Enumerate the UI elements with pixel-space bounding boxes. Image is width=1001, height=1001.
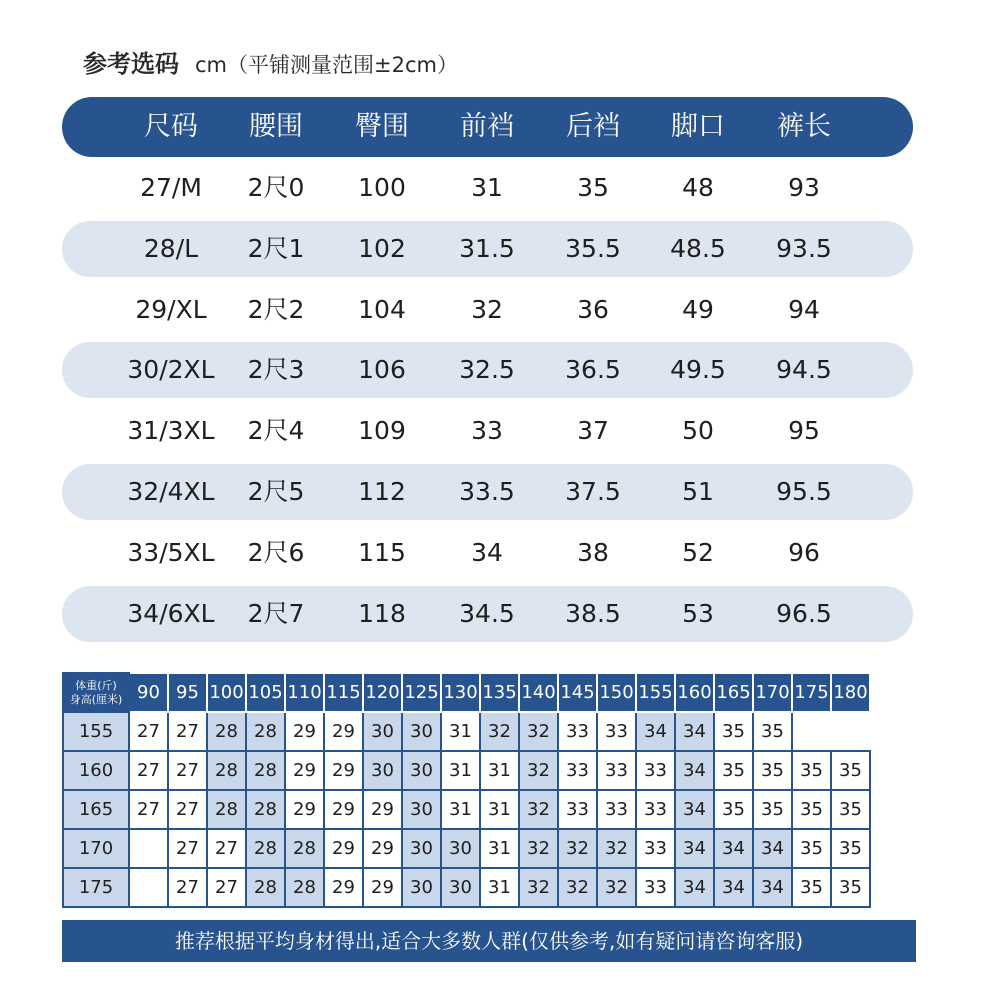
weight-header: 90 <box>129 673 168 712</box>
grid-cell: 35 <box>831 829 870 868</box>
grid-cell: 30 <box>402 790 441 829</box>
table-cell: 27/M <box>140 173 202 202</box>
grid-cell: 34 <box>714 829 753 868</box>
grid-cell: 35 <box>714 790 753 829</box>
table-cell: 49.5 <box>670 355 726 385</box>
table-cell: 34 <box>471 537 503 567</box>
table-cell: 32.5 <box>459 355 515 385</box>
grid-cell <box>129 829 168 868</box>
table-cell: 35 <box>577 173 609 202</box>
grid-cell: 34 <box>675 829 714 868</box>
grid-cell: 35 <box>753 751 792 790</box>
column-header: 后裆 <box>566 111 620 142</box>
size-recommendation-grid <box>62 672 871 908</box>
table-cell: 2尺5 <box>247 477 305 506</box>
column-header: 脚口 <box>671 111 725 142</box>
grid-cell: 30 <box>402 712 441 751</box>
grid-cell <box>129 868 168 907</box>
grid-row <box>63 868 870 907</box>
grid-cell: 29 <box>363 868 402 907</box>
table-cell: 95.5 <box>776 477 832 506</box>
section-title: 参考选码 <box>83 50 179 78</box>
grid-row <box>63 751 870 790</box>
column-header: 前裆 <box>460 111 514 142</box>
size-row <box>62 160 913 216</box>
grid-cell: 33 <box>636 790 675 829</box>
grid-cell: 33 <box>636 868 675 907</box>
grid-cell: 33 <box>558 790 597 829</box>
grid-cell: 32 <box>519 712 558 751</box>
table-cell: 37.5 <box>565 477 621 506</box>
weight-header: 130 <box>441 673 480 712</box>
table-cell: 115 <box>358 537 406 567</box>
table-cell: 51 <box>682 477 714 506</box>
table-cell: 37 <box>577 416 609 446</box>
grid-cell: 28 <box>285 868 324 907</box>
grid-cell: 28 <box>246 829 285 868</box>
grid-cell: 35 <box>714 751 753 790</box>
table-cell: 33/5XL <box>127 537 215 567</box>
grid-cell <box>792 712 831 751</box>
table-cell: 53 <box>682 598 714 628</box>
table-cell: 31.5 <box>459 233 515 263</box>
weight-header: 100 <box>207 673 246 712</box>
table-cell: 33.5 <box>459 477 515 506</box>
column-header: 裤长 <box>777 111 831 142</box>
size-row <box>62 282 913 338</box>
table-cell: 38 <box>577 537 609 567</box>
grid-cell: 29 <box>324 790 363 829</box>
weight-header: 120 <box>363 673 402 712</box>
grid-cell: 27 <box>129 751 168 790</box>
table-cell: 2尺0 <box>247 173 305 202</box>
grid-cell: 34 <box>675 712 714 751</box>
weight-header: 155 <box>636 673 675 712</box>
grid-cell: 30 <box>441 868 480 907</box>
table-cell: 35.5 <box>565 233 621 263</box>
table-cell: 30/2XL <box>127 355 215 385</box>
grid-cell: 27 <box>168 868 207 907</box>
grid-cell: 31 <box>441 790 480 829</box>
table-cell: 32 <box>471 294 503 324</box>
size-row <box>62 525 913 581</box>
grid-cell: 33 <box>597 790 636 829</box>
size-row <box>62 342 913 398</box>
grid-cell: 31 <box>480 868 519 907</box>
grid-cell: 34 <box>675 790 714 829</box>
grid-cell: 33 <box>597 712 636 751</box>
grid-cell: 31 <box>441 751 480 790</box>
grid-cell: 32 <box>480 712 519 751</box>
grid-cell: 33 <box>597 751 636 790</box>
table-cell: 95 <box>788 416 820 446</box>
grid-cell: 28 <box>207 751 246 790</box>
size-row <box>62 464 913 520</box>
grid-cell: 33 <box>558 751 597 790</box>
table-cell: 2尺3 <box>247 355 305 385</box>
grid-cell: 30 <box>363 751 402 790</box>
grid-cell: 31 <box>480 751 519 790</box>
weight-header: 135 <box>480 673 519 712</box>
grid-cell: 29 <box>324 712 363 751</box>
grid-cell: 29 <box>324 868 363 907</box>
grid-cell: 27 <box>168 790 207 829</box>
cropped-top-text <box>0 0 1001 10</box>
grid-cell: 35 <box>714 712 753 751</box>
grid-cell: 34 <box>636 712 675 751</box>
grid-cell: 35 <box>831 751 870 790</box>
grid-cell: 30 <box>363 712 402 751</box>
grid-cell: 28 <box>285 829 324 868</box>
column-header: 尺码 <box>144 111 198 142</box>
height-header: 175 <box>63 868 129 907</box>
height-header: 170 <box>63 829 129 868</box>
grid-cell: 29 <box>324 829 363 868</box>
weight-header: 95 <box>168 673 207 712</box>
grid-cell: 27 <box>168 829 207 868</box>
grid-cell: 34 <box>753 829 792 868</box>
weight-header: 110 <box>285 673 324 712</box>
weight-header: 165 <box>714 673 753 712</box>
grid-cell: 28 <box>207 712 246 751</box>
table-cell: 50 <box>682 416 714 446</box>
table-cell: 93.5 <box>776 233 832 263</box>
grid-cell: 28 <box>207 790 246 829</box>
table-cell: 34/6XL <box>127 598 215 628</box>
grid-cell: 27 <box>129 712 168 751</box>
table-cell: 28/L <box>143 233 199 263</box>
weight-header: 140 <box>519 673 558 712</box>
table-cell: 36.5 <box>565 355 621 385</box>
grid-cell: 35 <box>792 829 831 868</box>
table-cell: 94.5 <box>776 355 832 385</box>
grid-cell: 30 <box>402 868 441 907</box>
table-cell: 102 <box>358 233 406 263</box>
height-header: 155 <box>63 712 129 751</box>
table-cell: 38.5 <box>565 598 621 628</box>
size-row <box>62 221 913 277</box>
table-cell: 104 <box>358 294 406 324</box>
table-cell: 96.5 <box>776 598 832 628</box>
size-row <box>62 586 913 642</box>
size-guide-heading <box>83 44 458 79</box>
weight-header: 105 <box>246 673 285 712</box>
grid-cell: 28 <box>246 868 285 907</box>
table-cell: 2尺4 <box>247 416 305 446</box>
table-cell: 2尺6 <box>247 537 305 567</box>
table-cell: 36 <box>577 294 609 324</box>
grid-cell: 35 <box>753 790 792 829</box>
weight-header: 170 <box>753 673 792 712</box>
measurement-unit-note: cm（平铺测量范围±2cm） <box>195 53 458 77</box>
grid-cell: 33 <box>636 751 675 790</box>
grid-cell: 27 <box>168 751 207 790</box>
grid-cell: 32 <box>597 868 636 907</box>
table-cell: 118 <box>358 598 406 628</box>
grid-cell: 30 <box>402 829 441 868</box>
grid-row <box>63 712 870 751</box>
grid-cell: 28 <box>246 790 285 829</box>
grid-cell: 34 <box>675 868 714 907</box>
height-axis-label: 身高(厘米) <box>69 692 123 706</box>
grid-cell: 35 <box>753 712 792 751</box>
grid-cell: 34 <box>675 751 714 790</box>
grid-cell: 32 <box>519 868 558 907</box>
grid-cell <box>831 712 870 751</box>
size-row <box>62 403 913 459</box>
table-cell: 31 <box>471 173 503 202</box>
grid-cell: 34 <box>714 868 753 907</box>
grid-cell: 34 <box>753 868 792 907</box>
grid-cell: 29 <box>363 790 402 829</box>
grid-cell: 27 <box>207 829 246 868</box>
grid-cell: 29 <box>285 790 324 829</box>
grid-cell: 28 <box>246 712 285 751</box>
grid-cell: 27 <box>207 868 246 907</box>
table-cell: 94 <box>788 294 820 324</box>
weight-header: 150 <box>597 673 636 712</box>
grid-corner-label <box>63 673 129 712</box>
weight-axis-label: 体重(斤) <box>75 678 117 692</box>
grid-cell: 27 <box>168 712 207 751</box>
weight-header: 115 <box>324 673 363 712</box>
weight-header: 125 <box>402 673 441 712</box>
grid-cell: 30 <box>441 829 480 868</box>
grid-cell: 30 <box>402 751 441 790</box>
grid-cell: 32 <box>519 751 558 790</box>
grid-cell: 27 <box>129 790 168 829</box>
table-cell: 48 <box>682 173 714 202</box>
grid-cell: 32 <box>597 829 636 868</box>
grid-cell: 29 <box>324 751 363 790</box>
weight-header: 145 <box>558 673 597 712</box>
weight-header: 175 <box>792 673 831 712</box>
grid-cell: 35 <box>792 868 831 907</box>
table-cell: 32/4XL <box>127 477 215 506</box>
grid-cell: 32 <box>558 868 597 907</box>
table-cell: 52 <box>682 537 714 567</box>
height-header: 165 <box>63 790 129 829</box>
grid-cell: 31 <box>480 829 519 868</box>
grid-footer-note: 推荐根据平均身材得出,适合大多数人群(仅供参考,如有疑问请咨询客服) <box>62 920 916 962</box>
table-cell: 2尺7 <box>247 598 305 628</box>
grid-cell: 35 <box>792 790 831 829</box>
grid-cell: 29 <box>285 751 324 790</box>
grid-cell: 32 <box>519 790 558 829</box>
size-table-header <box>62 97 913 157</box>
table-cell: 49 <box>682 294 714 324</box>
grid-cell: 35 <box>792 751 831 790</box>
grid-cell: 32 <box>558 829 597 868</box>
grid-row <box>63 790 870 829</box>
grid-cell: 35 <box>831 868 870 907</box>
grid-cell: 29 <box>363 829 402 868</box>
table-cell: 33 <box>471 416 503 446</box>
table-cell: 106 <box>358 355 406 385</box>
grid-cell: 28 <box>246 751 285 790</box>
table-cell: 31/3XL <box>127 416 215 446</box>
grid-cell: 31 <box>441 712 480 751</box>
height-header: 160 <box>63 751 129 790</box>
table-cell: 29/XL <box>135 294 207 324</box>
column-header: 腰围 <box>249 111 303 142</box>
grid-cell: 33 <box>558 712 597 751</box>
column-header: 臀围 <box>355 111 409 142</box>
table-cell: 100 <box>358 173 406 202</box>
table-cell: 112 <box>358 477 406 506</box>
table-cell: 2尺1 <box>247 233 305 263</box>
table-cell: 96 <box>788 537 820 567</box>
grid-row <box>63 829 870 868</box>
grid-cell: 32 <box>519 829 558 868</box>
grid-cell: 29 <box>285 712 324 751</box>
table-cell: 109 <box>358 416 406 446</box>
table-cell: 48.5 <box>670 233 726 263</box>
weight-header: 180 <box>831 673 870 712</box>
weight-header: 160 <box>675 673 714 712</box>
grid-cell: 33 <box>636 829 675 868</box>
grid-cell: 31 <box>480 790 519 829</box>
table-cell: 2尺2 <box>247 294 305 324</box>
table-cell: 34.5 <box>459 598 515 628</box>
grid-cell: 35 <box>831 790 870 829</box>
table-cell: 93 <box>788 173 820 202</box>
